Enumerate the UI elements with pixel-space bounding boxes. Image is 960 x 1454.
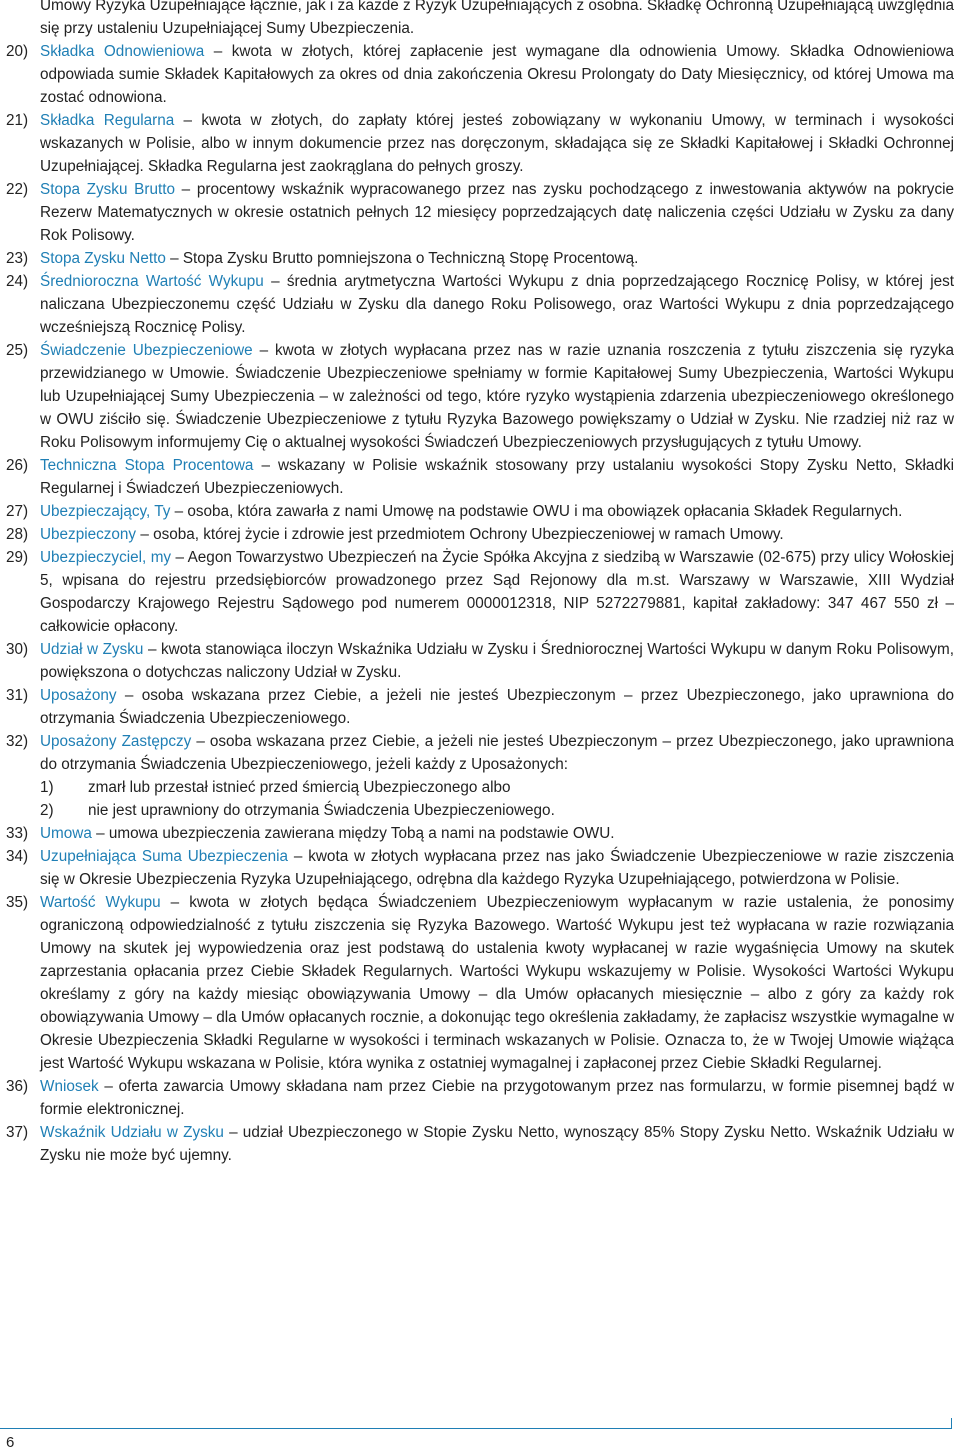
definition-text: – osoba wskazana przez Ciebie, a jeżeli nie jesteś Ubezpieczonym – przez Ubezpieczonego, jako uprawniona do otrzymania Świadczenia Ubezpieczeniowego.	[40, 687, 954, 727]
definition-item	[6, 546, 954, 638]
definition-subitem	[40, 799, 954, 822]
definition-term: Uposażony Zastępczy	[40, 733, 192, 750]
definition-item	[6, 891, 954, 1075]
definition-number: 22)	[6, 181, 29, 198]
definition-item	[6, 638, 954, 684]
subitem-number: 2)	[40, 802, 54, 819]
definition-term: Ubezpieczony	[40, 526, 137, 543]
definition-term: Wniosek	[40, 1078, 99, 1095]
definition-text: – Stopa Zysku Brutto pomniejszona o Techniczną Stopę Procentową.	[165, 250, 639, 267]
definition-number: 21)	[6, 112, 29, 129]
subitem-text: zmarł lub przestał istnieć przed śmiercią Ubezpieczonego albo	[88, 779, 511, 796]
definition-item	[6, 845, 954, 891]
definition-item	[6, 247, 954, 270]
definition-item	[6, 178, 954, 247]
definition-term: Składka Regularna	[40, 112, 175, 129]
definition-text: – oferta zawarcia Umowy składana nam przez Ciebie na przygotowanym przez nas formularzu, w formie pisemnej bądź w formie elektronicznej.	[40, 1078, 954, 1118]
definition-text: – osoba, która zawarła z nami Umowę na podstawie OWU i ma obowiązek opłacania Składek Regularnych.	[170, 503, 903, 520]
definition-number: 36)	[6, 1078, 29, 1095]
definition-number: 26)	[6, 457, 29, 474]
subitem-number: 1)	[40, 779, 54, 796]
definition-term: Techniczna Stopa Procentowa	[40, 457, 254, 474]
definition-item	[6, 822, 954, 845]
definition-number: 29)	[6, 549, 29, 566]
definition-text: – kwota w złotych wypłacana przez nas jako Świadczenie Ubezpieczeniowe w razie ziszczenia się w Okresie Ubezpieczenia Ryzyka Uzupełniającego, odrębna dla każdego Ryzyka Uzupełniającego, potwierdzona w Polisie.	[40, 848, 954, 888]
definition-term: Uposażony	[40, 687, 117, 704]
definition-term: Stopa Zysku Netto	[40, 250, 166, 267]
definition-text: – kwota w złotych wypłacana przez nas w razie uznania roszczenia z tytułu ziszczenia się ryzyka przewidzianego w Umowie. Świadczenie Ubezpieczeniowe spełniamy w formie Kapitałowej Sumy Ubezpieczenia, Wartości Wykupu lub Uzupełniającej Sumy Ubezpieczenia – w zależności od tego, które ryzyko wystąpienia zdarzenia ubezpieczeniowego określonego w OWU ziściło się. Świadczenie Ubezpieczeniowe z tytułu Ryzyka Bazowego powiększamy o Udział w Zysku. Nie rzadziej niż raz w Roku Polisowym informujemy Cię o aktualnej wysokości Świadczeń Ubezpieczeniowych przysługujących z tytułu Umowy.	[40, 342, 954, 451]
definition-item	[6, 109, 954, 178]
definitions-list	[6, 40, 954, 1167]
definition-text: – kwota stanowiąca iloczyn Wskaźnika Udziału w Zysku i Średniorocznej Wartości Wykupu w danym Roku Polisowym, powiększona o dotychczas naliczony Udział w Zysku.	[40, 641, 954, 681]
footer-rule-tick	[951, 1418, 952, 1429]
definition-text: – kwota w złotych, której zapłacenie jest wymagane dla odnowienia Umowy. Składka Odnowieniowa odpowiada sumie Składek Kapitałowych za okres od dnia zakończenia Okresu Prolongaty do Daty Miesięcznicy, od której Umowa ma zostać odnowiona.	[40, 43, 955, 106]
definition-item	[6, 500, 954, 523]
definition-item	[6, 1121, 954, 1167]
footer-rule	[0, 1428, 952, 1429]
page-number: 6	[6, 1434, 15, 1451]
definition-term: Średnioroczna Wartość Wykupu	[40, 273, 264, 290]
definition-text: – kwota w złotych, do zapłaty której jesteś zobowiązany w wykonaniu Umowy, w terminach i wysokości wskazanych w Polisie, albo w innym dokumencie przez nas doręczonym, składająca się ze Składki Kapitałowej i Składki Ochronnej Uzupełniającej. Składka Regularna jest zaokrąglana do pełnych groszy.	[40, 112, 954, 175]
subitem-text: nie jest uprawniony do otrzymania Świadczenia Ubezpieczeniowego.	[88, 802, 555, 819]
definition-text: – Aegon Towarzystwo Ubezpieczeń na Życie Spółka Akcyjna z siedzibą w Warszawie (02-675) przy ulicy Wołoskiej 5, wpisana do rejestru przedsiębiorców prowadzonego przez Sąd Rejonowy dla m.st. Warszawy w Warszawie, XIII Wydział Gospodarczy Krajowego Rejestru Sądowego pod numerem 0000012318, NIP 5272279881, kapitał zakładowy: 347 467 550 zł – całkowicie opłacony.	[40, 549, 954, 635]
definition-item	[6, 454, 954, 500]
definition-term: Umowa	[40, 825, 92, 842]
definition-term: Składka Odnowieniowa	[40, 43, 205, 60]
definition-number: 34)	[6, 848, 29, 865]
definition-text: – umowa ubezpieczenia zawierana między Tobą a nami na podstawie OWU.	[91, 825, 615, 842]
definition-number: 37)	[6, 1124, 29, 1141]
definitions-body	[6, 0, 954, 1167]
definition-term: Uzupełniająca Suma Ubezpieczenia	[40, 848, 289, 865]
definition-term: Świadczenie Ubezpieczeniowe	[40, 342, 253, 359]
definition-item	[6, 523, 954, 546]
definition-text: – osoba wskazana przez Ciebie, a jeżeli nie jesteś Ubezpieczonym – przez Ubezpieczonego, jako uprawniona do otrzymania Świadczenia Ubezpieczeniowego, jeżeli każdy z Uposażonych:	[40, 733, 954, 773]
definition-number: 28)	[6, 526, 29, 543]
definition-term: Wskaźnik Udziału w Zysku	[40, 1124, 224, 1141]
definition-item	[6, 684, 954, 730]
definition-number: 20)	[6, 43, 29, 60]
definition-term: Udział w Zysku	[40, 641, 144, 658]
definition-number: 25)	[6, 342, 29, 359]
definition-number: 27)	[6, 503, 29, 520]
definition-subitem	[40, 776, 954, 799]
definition-number: 33)	[6, 825, 29, 842]
definition-text: – średnia arytmetyczna Wartości Wykupu z dnia poprzedzającego Rocznicę Polisy, w której jest naliczana Ubezpieczonemu część Udziału w Zysku dla danego Roku Polisowego, oraz Wartości Wykupu z dnia poprzedzającego wcześniejszą Rocznicę Polisy.	[40, 273, 954, 336]
definition-term: Ubezpieczyciel, my	[40, 549, 172, 566]
definition-number: 24)	[6, 273, 29, 290]
definition-item	[6, 40, 954, 109]
definition-text: – osoba, której życie i zdrowie jest przedmiotem Ochrony Ubezpieczeniowej w ramach Umowy.	[136, 526, 784, 543]
definition-number: 30)	[6, 641, 29, 658]
definition-number: 23)	[6, 250, 29, 267]
definition-text: – procentowy wskaźnik wypracowanego przez nas zysku pochodzącego z inwestowania aktywów na pokrycie Rezerw Matematycznych w okresie ostatnich pełnych 12 miesięcy poprzedzających datę naliczenia części Udziału w Zysku za dany Rok Polisowy.	[40, 181, 955, 244]
definition-number: 35)	[6, 894, 29, 911]
continuation-paragraph: Umowy Ryzyka Uzupełniające łącznie, jak i za każde z Ryzyk Uzupełniających z osobna. Składkę Ochronną Uzupełniającą uwzględnia się przy ustaleniu Uzupełniającej Sumy Ubezpieczenia.	[40, 0, 955, 37]
definition-term: Wartość Wykupu	[40, 894, 161, 911]
definition-text: – kwota w złotych będąca Świadczeniem Ubezpieczeniowym wypłacanym w razie ustalenia, że ponosimy ograniczoną odpowiedzialność z tytułu ziszczenia się Ryzyka Bazowego. Wartość Wykupu jest też wypłacana w razie rozwiązania Umowy na skutek jej wypowiedzenia oraz jest podstawą do ustalenia kwoty wypłacanej w razie wygaśnięcia Umowy na skutek zaprzestania opłacania przez Ciebie Składek Regularnych. Wartości Wykupu wskazujemy w Polisie. Wysokości Wartości Wykupu określamy z góry na każdy miesiąc obowiązywania Umowy – dla Umów opłacanych miesięcznie – albo z góry za każdy rok obowiązywania Umowy – dla Umów opłacanych rocznie, a dokonując tego określenia zakładamy, że zapłacisz wszystkie wymagalne w Okresie Ubezpieczenia Składki Regularne w wysokości i terminach wskazanych w Polisie. Oznacza to, że w Twojej Umowie wiążąca jest Wartość Wykupu wskazana w Polisie, która wynika z ostatniej wymagalnej i zapłaconej przez Ciebie Składki Regularnej.	[40, 894, 954, 1072]
definition-item	[6, 1075, 954, 1121]
definition-item	[6, 270, 954, 339]
definition-item	[6, 730, 954, 822]
definition-number: 32)	[6, 733, 29, 750]
definition-term: Ubezpieczający, Ty	[40, 503, 171, 520]
definition-term: Stopa Zysku Brutto	[40, 181, 175, 198]
definition-text: – wskazany w Polisie wskaźnik stosowany przy ustalaniu wysokości Stopy Zysku Netto, Składki Regularnej i Świadczeń Ubezpieczeniowych.	[40, 457, 954, 497]
definition-text: – udział Ubezpieczonego w Stopie Zysku Netto, wynoszący 85% Stopy Zysku Netto. Wskaźnik Udziału w Zysku nie może być ujemny.	[40, 1124, 954, 1164]
definition-number: 31)	[6, 687, 29, 704]
definition-item	[6, 339, 954, 454]
